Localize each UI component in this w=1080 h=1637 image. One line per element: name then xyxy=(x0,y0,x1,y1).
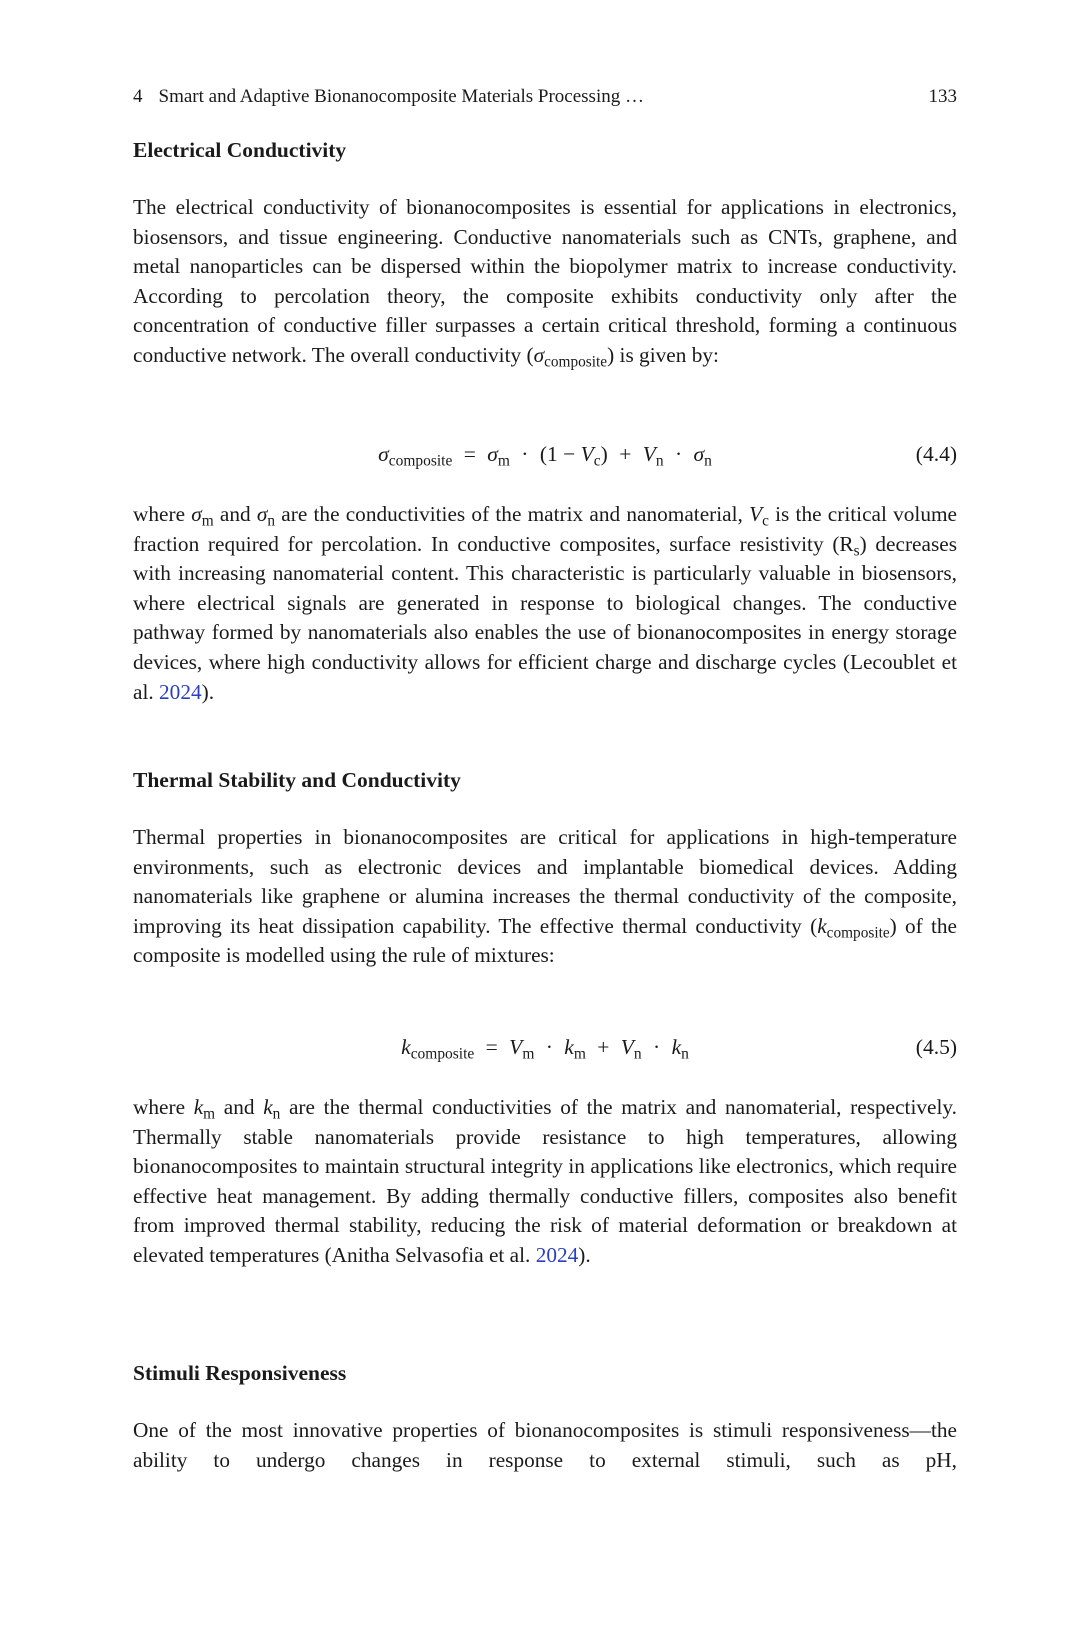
paragraph-text: and xyxy=(215,1095,264,1119)
subscript: m xyxy=(201,512,214,530)
eq-symbol: σ xyxy=(378,442,389,466)
eq-subscript: n xyxy=(633,1045,642,1063)
eq-symbol: σ xyxy=(487,442,498,466)
subscript: s xyxy=(853,542,860,560)
chapter-number: 4 xyxy=(133,86,143,107)
paragraph-text: ) decreases with increasing nanomaterial content. This characteristic is particularly valuable in biosensors, where electrical signals are generated in response to biological changes. The conductive pathway formed by nanomaterials also enables the use of bionanocomposites in energy storage devices, where high conductivity allows for efficient charge and discharge cycles (Lecoublet et al. xyxy=(133,531,957,704)
paragraph-text: are the conductivities of the matrix and nanomaterial, xyxy=(275,502,750,526)
paragraph-text: ) is given by: xyxy=(607,342,719,367)
k-symbol: k xyxy=(263,1095,273,1119)
eq-operator: = xyxy=(463,442,476,466)
eq-subscript: n xyxy=(655,452,664,470)
eq-symbol: V xyxy=(620,1035,634,1059)
citation-link[interactable]: 2024 xyxy=(535,1242,579,1267)
paragraph-text: is the critical volume fraction required for percolation. In conductive composites, surface resistivity (R xyxy=(133,502,957,556)
section-heading-thermal-stability: Thermal Stability and Conductivity xyxy=(133,768,461,792)
eq-operator: · xyxy=(674,442,683,466)
subscript: n xyxy=(272,1105,281,1123)
sigma-symbol: σ xyxy=(533,342,545,367)
eq-subscript: composite xyxy=(410,1045,475,1063)
eq-operator: · xyxy=(653,1035,661,1059)
eq-symbol: V xyxy=(509,1035,523,1059)
running-header xyxy=(133,84,957,110)
eq-subscript: m xyxy=(573,1045,586,1063)
thermal-stability-explanation xyxy=(133,1093,957,1271)
eq-operator: · xyxy=(545,1035,553,1059)
eq-symbol: σ xyxy=(693,442,705,466)
volume-symbol: V xyxy=(749,502,763,526)
thermal-stability-intro xyxy=(133,823,957,971)
section-heading-electrical-conductivity: Electrical Conductivity xyxy=(133,138,347,162)
paragraph-text: are the thermal conductivities of the matrix and nanomaterial, respectively. Thermally stable nanomaterials provide resistance to high temperatures, allowing bionanocomposites to maintain structural integrity in applications like electronics, which require effective heat management. By adding thermally conductive fillers, composites also benefit from improved thermal stability, reducing the risk of material deformation or breakdown at elevated temperatures (Anitha Selvasofia et al. xyxy=(133,1095,957,1267)
k-symbol: k xyxy=(193,1095,204,1119)
equation-4-5 xyxy=(133,1031,957,1063)
eq-subscript: n xyxy=(681,1045,689,1063)
paragraph-text: where xyxy=(133,1095,194,1119)
equation-4-4-expression xyxy=(133,438,957,470)
subscript: c xyxy=(762,512,769,530)
eq-subscript: c xyxy=(593,452,601,470)
eq-subscript: n xyxy=(704,452,712,470)
page-number: 133 xyxy=(928,86,957,107)
equation-number: (4.4) xyxy=(915,442,957,466)
paragraph-text: ). xyxy=(578,1242,591,1267)
eq-operator: + xyxy=(619,442,632,466)
section-heading-stimuli-responsiveness: Stimuli Responsiveness xyxy=(133,1361,347,1385)
eq-symbol: V xyxy=(642,442,656,466)
eq-operator: · xyxy=(521,442,529,466)
eq-subscript: m xyxy=(497,452,510,470)
electrical-conductivity-intro xyxy=(133,193,957,371)
electrical-conductivity-explanation xyxy=(133,500,957,707)
equation-number: (4.5) xyxy=(915,1035,957,1059)
eq-operator: + xyxy=(597,1035,610,1059)
paragraph-text: where xyxy=(133,502,192,526)
equation-4-4 xyxy=(133,438,957,470)
eq-operator: = xyxy=(485,1035,498,1059)
eq-symbol: V xyxy=(580,442,594,466)
subscript: composite xyxy=(544,353,608,371)
paragraph-text: Thermal properties in bionanocomposites are critical for applications in high-temperature environments, such as electronic devices and implantable biomedical devices. Adding nanomaterials like graphene or alumina increases the thermal conductivity of the composite, improving its heat dissipation capability. The effective thermal conductivity ( xyxy=(133,825,957,938)
k-symbol: k xyxy=(817,913,827,938)
eq-symbol: k xyxy=(564,1035,574,1059)
citation-link[interactable]: 2024 xyxy=(159,679,202,704)
eq-symbol: k xyxy=(401,1035,411,1059)
running-title: Smart and Adaptive Bionanocomposite Materials Processing … xyxy=(158,86,644,107)
paragraph-text: and xyxy=(213,502,257,526)
sigma-symbol: σ xyxy=(256,502,268,526)
stimuli-responsiveness-intro: One of the most innovative properties of bionanocomposites is stimuli responsiveness—the ability to undergo changes in response to external stimuli, such as pH, xyxy=(133,1418,957,1472)
equation-4-5-expression xyxy=(133,1031,957,1063)
eq-term: ) xyxy=(600,442,608,466)
paragraph-text: The electrical conductivity of bionanocomposites is essential for applications in electronics, biosensors, and tissue engineering. Conductive nanomaterials such as CNTs, graphene, and metal nanoparticles can be dispersed within the biopolymer matrix to increase conductivity. According to percolation theory, the composite exhibits conductivity only after the concentration of conductive filler surpasses a certain critical threshold, forming a continuous conductive network. The overall conductivity ( xyxy=(133,195,957,367)
eq-subscript: m xyxy=(522,1045,535,1063)
subscript: composite xyxy=(826,924,890,942)
sigma-symbol: σ xyxy=(191,502,202,526)
subscript: m xyxy=(203,1105,216,1123)
running-title-group xyxy=(133,84,644,110)
subscript: n xyxy=(267,512,276,530)
paragraph-text: ) of the composite is modelled using the rule of mixtures: xyxy=(133,913,958,968)
eq-term: (1 − xyxy=(539,442,576,466)
paragraph-text: ). xyxy=(201,679,215,704)
eq-subscript: composite xyxy=(388,452,453,470)
eq-symbol: k xyxy=(671,1035,682,1059)
